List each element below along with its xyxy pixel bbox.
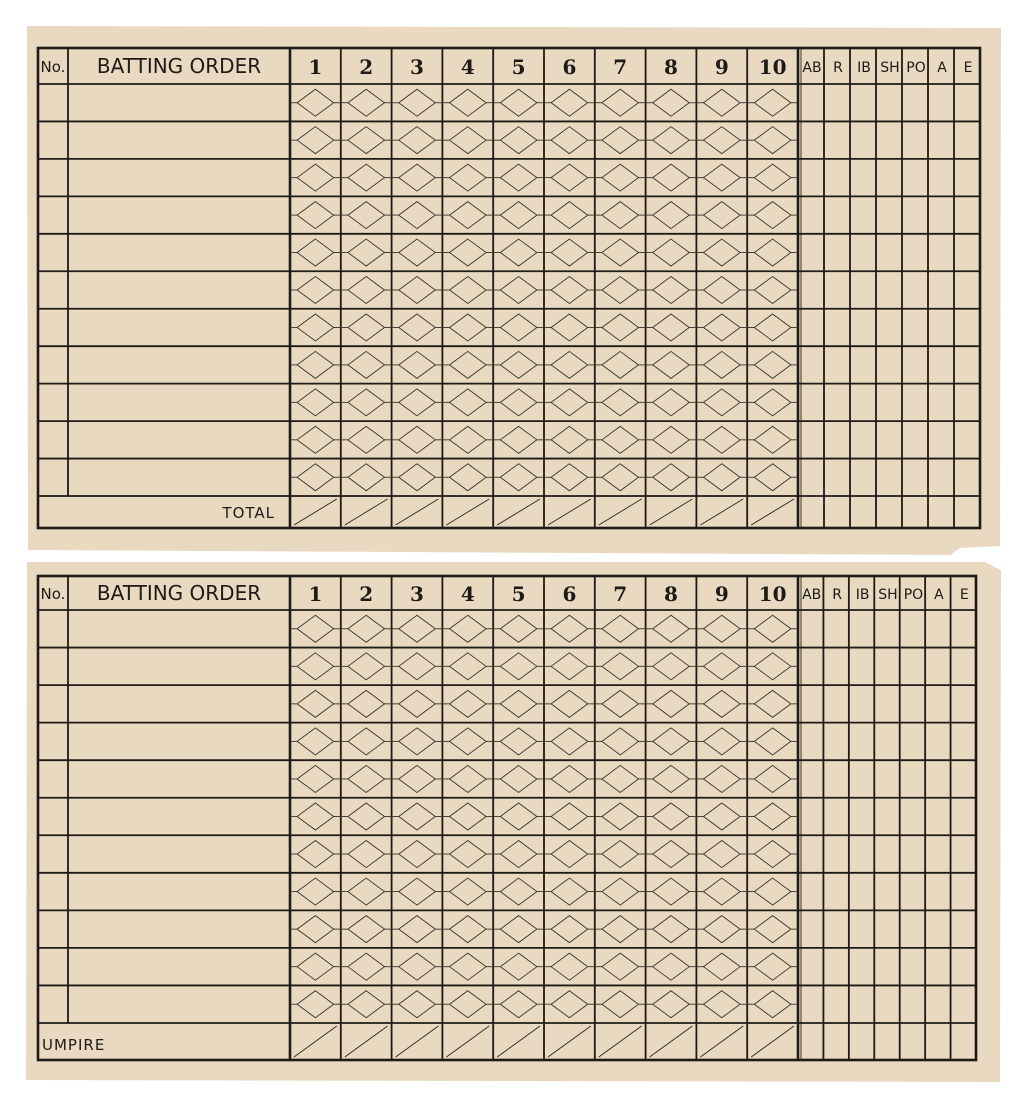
inning-number-header: 10	[758, 55, 787, 79]
bottom-card-paper	[26, 562, 1001, 1082]
no-header: No.	[40, 585, 66, 603]
inning-number-header: 7	[613, 55, 628, 79]
batting-order-header: BATTING ORDER	[96, 581, 262, 605]
stat-header: IB	[857, 60, 871, 76]
inning-number-header: 6	[562, 55, 577, 79]
inning-number-header: 6	[562, 582, 577, 606]
no-header: No.	[40, 58, 66, 76]
inning-number-header: 10	[758, 582, 787, 606]
batting-order-header: BATTING ORDER	[96, 54, 262, 78]
stat-header: E	[959, 587, 969, 603]
stat-header: A	[937, 60, 947, 76]
stat-header: R	[833, 60, 843, 76]
inning-number-header: 7	[613, 582, 628, 606]
inning-number-header: 5	[511, 582, 526, 606]
stat-header: AB	[802, 587, 822, 603]
inning-number-header: 3	[410, 582, 424, 606]
umpire-label: UMPIRE	[42, 1036, 106, 1054]
stat-header: AB	[802, 60, 822, 76]
inning-number-header: 5	[511, 55, 526, 79]
stat-header: IB	[855, 587, 870, 603]
total-label: TOTAL	[222, 504, 275, 522]
stat-header: R	[832, 587, 843, 603]
inning-number-header: 1	[308, 582, 323, 606]
inning-number-header: 3	[410, 55, 424, 79]
stat-header: A	[934, 587, 944, 603]
inning-number-header: 9	[714, 582, 729, 606]
inning-number-header: 8	[664, 55, 678, 79]
stat-header: PO	[906, 60, 926, 76]
stat-header: PO	[903, 587, 924, 603]
stat-header: E	[963, 60, 973, 76]
stat-header: SH	[880, 60, 900, 76]
stat-header: SH	[878, 587, 898, 603]
top-card-paper	[27, 26, 1001, 555]
inning-number-header: 8	[664, 582, 678, 606]
inning-number-header: 2	[359, 582, 374, 606]
inning-number-header: 2	[359, 55, 374, 79]
inning-number-header: 1	[308, 55, 323, 79]
inning-number-header: 4	[460, 582, 475, 606]
inning-number-header: 9	[714, 55, 729, 79]
inning-number-header: 4	[460, 55, 475, 79]
